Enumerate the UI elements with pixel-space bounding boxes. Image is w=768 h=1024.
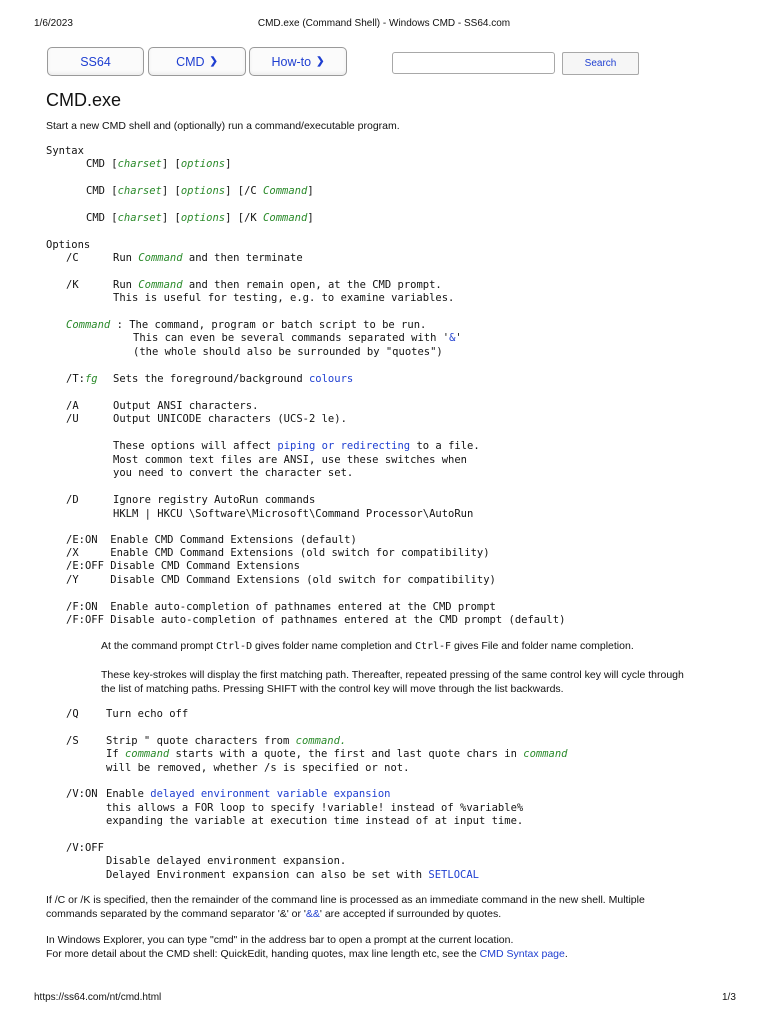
syntax-line-2: CMD [charset] [options] [/C Command]: [86, 185, 314, 197]
option-voff-desc-2: Delayed Environment expansion can also be set with SETLOCAL: [106, 869, 479, 881]
syntax-heading: Syntax: [46, 145, 84, 157]
option-e-line: /X Enable CMD Command Extensions (old switch for compatibility): [66, 547, 490, 559]
option-von-switch: /V:ON: [66, 788, 98, 800]
option-q-desc: Turn echo off: [106, 708, 189, 720]
option-q-switch: /Q: [66, 708, 79, 720]
option-u-desc: Output UNICODE characters (UCS-2 le).: [113, 413, 347, 425]
f-paragraph-2-line-2: the list of matching paths. Pressing SHIFT with the control key will move through the list backwards.: [101, 683, 564, 695]
command-definition-3: (the whole should also be surrounded by "quotes"): [133, 346, 443, 358]
option-u-switch: /U: [66, 413, 79, 425]
option-a-switch: /A: [66, 400, 79, 412]
chevron-right-icon: ❯: [209, 56, 218, 67]
option-voff-desc: Disable delayed environment expansion.: [106, 855, 347, 867]
nav-ss64-button[interactable]: [47, 47, 144, 76]
search-button-label: Search: [584, 58, 617, 69]
option-s-desc: Strip " quote characters from command.: [106, 735, 347, 747]
delayed-expansion-link[interactable]: delayed environment variable expansion: [150, 788, 391, 800]
nav-ss64-label: SS64: [80, 54, 111, 69]
f-paragraph-2: These key-strokes will display the first matching path. Thereafter, repeated pressing of the same control key will cycle through: [101, 669, 684, 681]
command-definition: Command : The command, program or batch script to be run.: [66, 319, 427, 331]
nav-cmd-button[interactable]: [148, 47, 246, 76]
option-a-desc: Output ANSI characters.: [113, 400, 259, 412]
au-note-1: These options will affect piping or redirecting to a file.: [113, 440, 480, 452]
option-e-line: /Y Disable CMD Command Extensions (old switch for compatibility): [66, 574, 496, 586]
option-c-switch: /C: [66, 252, 79, 264]
print-date: 1/6/2023: [34, 18, 73, 29]
colours-link[interactable]: colours: [308, 373, 354, 385]
au-note-2: Most common text files are ANSI, use these switches when: [113, 454, 468, 466]
option-k-desc: Run Command and then remain open, at the CMD prompt.: [113, 279, 442, 291]
footer-paragraph-2: In Windows Explorer, you can type "cmd" in the address bar to open a prompt at the current location.: [46, 934, 514, 946]
option-voff-switch: /V:OFF: [66, 842, 104, 854]
nav-howto-button[interactable]: [249, 47, 347, 76]
options-heading: Options: [46, 239, 91, 251]
option-d-desc-2: HKLM | HKCU \Software\Microsoft\Command Processor\AutoRun: [113, 508, 474, 520]
command-definition-2: This can even be several commands separated with '&': [133, 332, 462, 344]
option-f-line: /F:ON Enable auto-completion of pathnames entered at the CMD prompt: [66, 601, 496, 613]
syntax-line-1: CMD [charset] [options]: [86, 158, 232, 170]
option-f-line: /F:OFF Disable auto-completion of pathnames entered at the CMD prompt (default): [66, 614, 566, 626]
option-t-desc: Sets the foreground/background colours: [113, 373, 354, 385]
option-e-line: /E:ON Enable CMD Command Extensions (default): [66, 534, 357, 546]
chevron-right-icon: ❯: [316, 56, 325, 67]
nav-howto-label: How-to: [271, 54, 312, 69]
cmd-syntax-link[interactable]: CMD Syntax page: [479, 948, 565, 960]
option-s-desc-2: If command starts with a quote, the first and last quote chars in command: [106, 748, 568, 760]
footer-paragraph-1-line-2: commands separated by the command separator '&' or '&&' are accepted if surrounded by quotes.: [46, 908, 502, 920]
nav-cmd-label: CMD: [176, 54, 205, 69]
option-k-desc-2: This is useful for testing, e.g. to examine variables.: [113, 292, 455, 304]
ampersand-link[interactable]: &: [449, 332, 456, 344]
option-k-switch: /K: [66, 279, 79, 291]
option-c-desc: Run Command and then terminate: [113, 252, 303, 264]
option-t-switch: /T:fg: [66, 373, 98, 385]
piping-redirecting-link[interactable]: piping or redirecting: [277, 440, 411, 452]
search-input[interactable]: [392, 52, 555, 74]
print-url: https://ss64.com/nt/cmd.html: [34, 992, 162, 1003]
option-d-switch: /D: [66, 494, 79, 506]
option-e-line: /E:OFF Disable CMD Command Extensions: [66, 560, 300, 572]
option-s-switch: /S: [66, 735, 79, 747]
page-title: CMD.exe: [46, 90, 122, 110]
double-ampersand-link[interactable]: &&: [305, 908, 320, 920]
option-von-desc-2: this allows a FOR loop to specify !variable! instead of %variable%: [106, 802, 524, 814]
f-paragraph-1: At the command prompt Ctrl-D gives folder name completion and Ctrl-F gives File and folder name completion.: [101, 640, 634, 652]
option-von-desc-3: expanding the variable at execution time instead of at input time.: [106, 815, 524, 827]
au-note-3: you need to convert the character set.: [113, 467, 354, 479]
setlocal-link[interactable]: SETLOCAL: [428, 869, 479, 881]
print-title: CMD.exe (Command Shell) - Windows CMD - SS64.com: [257, 18, 511, 29]
print-page-number: 1/3: [722, 992, 736, 1003]
option-von-desc: Enable delayed environment variable expansion: [106, 788, 391, 800]
option-s-desc-3: will be removed, whether /s is specified or not.: [106, 762, 410, 774]
syntax-line-3: CMD [charset] [options] [/K Command]: [86, 212, 314, 224]
option-d-desc: Ignore registry AutoRun commands: [113, 494, 316, 506]
search-button[interactable]: [562, 52, 639, 75]
footer-paragraph-1: If /C or /K is specified, then the remainder of the command line is processed as an immediate command in the new shell. Multiple: [46, 894, 645, 906]
footer-paragraph-2-line-2: For more detail about the CMD shell: QuickEdit, handing quotes, max line length etc, see the CMD Syntax page.: [46, 948, 568, 960]
intro-text: Start a new CMD shell and (optionally) run a command/executable program.: [46, 120, 400, 132]
